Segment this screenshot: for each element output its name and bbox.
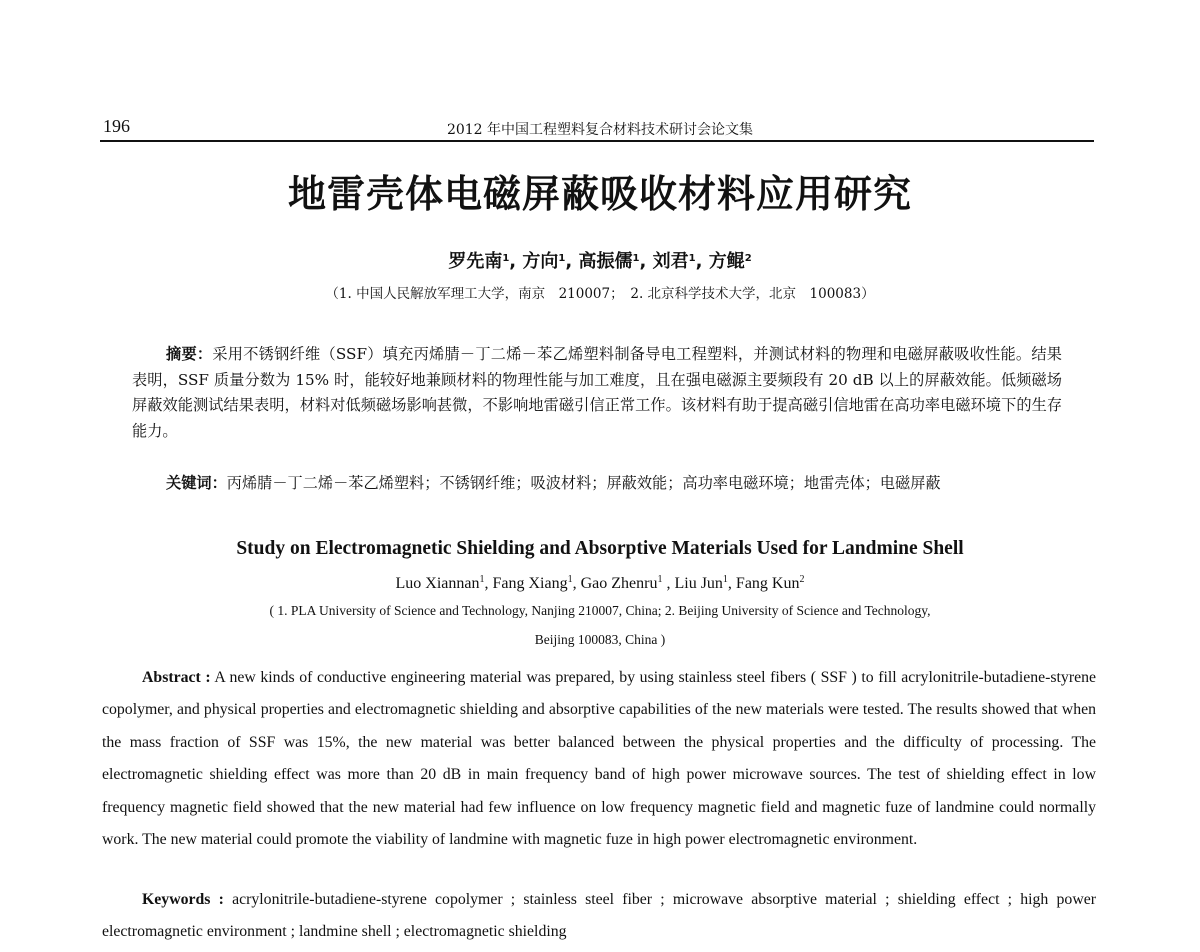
author-en: Luo Xiannan$^1$, (395, 574, 493, 592)
header-rule (100, 140, 1094, 142)
keywords-english (102, 884, 1096, 949)
affiliation-english-line1: ( 1. PLA University of Science and Technology, Nanjing 210007, China; 2. Beijing University of Science and Technology, (269, 603, 931, 618)
authors-chinese (0, 247, 1200, 273)
abstract-cn-label: 摘要： (166, 345, 213, 363)
author-en: Fang Kun$^2$ (735, 574, 805, 592)
author-en: Fang Xiang$^1$, (492, 574, 581, 592)
affiliation-english-line2: Beijing 100083, China ) (534, 632, 666, 647)
abstract-cn-text: 采用不锈钢纤维（SSF）填充丙烯腈－丁二烯－苯乙烯塑料制备导电工程塑料，并测试材料的物理和电磁屏蔽吸收性能。结果表明，SSF 质量分数为 15% 时，能较好地兼顾材料的物理性能与加工难度，且在强电磁源主要频段有 20 dB 以上的屏蔽效能。低频磁场屏蔽效能测试结果表明，材料对低频磁场影响甚微，不影响地雷磁引信正常工作。该材料有助于提高磁引信地雷在高功率电磁环境下的生存能力。 (132, 345, 1062, 440)
keywords-cn-text: 丙烯腈－丁二烯－苯乙烯塑料；不锈钢纤维；吸波材料；屏蔽效能；高功率电磁环境；地雷壳体；电磁屏蔽 (226, 474, 941, 492)
keywords-en-text: acrylonitrile-butadiene-styrene copolymer ; stainless steel fiber ; microwave absorptive material ; shielding effect ; high power electromagnetic environment ; landmine shell ; electromagnetic shielding (102, 891, 1096, 941)
keywords-chinese (132, 471, 1062, 497)
abstract-chinese (132, 342, 1062, 444)
page-number: 196 (103, 116, 130, 136)
authors-english (0, 574, 1200, 593)
title-chinese: 地雷壳体电磁屏蔽吸收材料应用研究 (287, 172, 912, 216)
keywords-cn-label: 关键词： (166, 474, 227, 492)
running-title: 2012 年中国工程塑料复合材料技术研讨会论文集 (446, 122, 754, 138)
author-cn: 高振儒$^1$, (578, 251, 647, 272)
author-en: Gao Zhenru$^1$ , (580, 574, 675, 592)
abstract-en-text: A new kinds of conductive engineering material was prepared, by using stainless steel fibers ( SSF ) to fill acrylonitrile-butadiene-styrene copolymer, and physical properties and electromagnetic shielding and absorptive capabilities of the new materials were tested. The results showed that when the mass fraction of SSF was 15%, the new material was better balanced between the physical properties and the difficulty of processing. The electromagnetic shielding effect was more than 20 dB in main frequency band of high power microwave sources. The test of shielding effect in low frequency magnetic field showed that the new material had few influence on low frequency magnetic field and magnetic fuze of landmine could normally work. The new material could promote the viability of landmine with magnetic fuze in high power electromagnetic environment. (102, 669, 1096, 849)
affiliation-chinese: （1. 中国人民解放军理工大学，南京 210007； 2. 北京科学技术大学，北京 100083） (325, 286, 875, 302)
author-cn: 方鲲$^2$ (708, 251, 752, 272)
abstract-english (102, 662, 1096, 856)
keywords-en-label: Keywords : (142, 891, 224, 908)
author-en: Liu Jun$^1$, (674, 574, 736, 592)
title-english: Study on Electromagnetic Shielding and Absorptive Materials Used for Landmine Shell (236, 538, 964, 559)
author-cn: 罗先南$^1$, (448, 251, 517, 272)
author-cn: 方向$^1$, (522, 251, 573, 272)
author-cn: 刘君$^1$, (652, 251, 703, 272)
abstract-en-label: Abstract : (142, 669, 211, 686)
